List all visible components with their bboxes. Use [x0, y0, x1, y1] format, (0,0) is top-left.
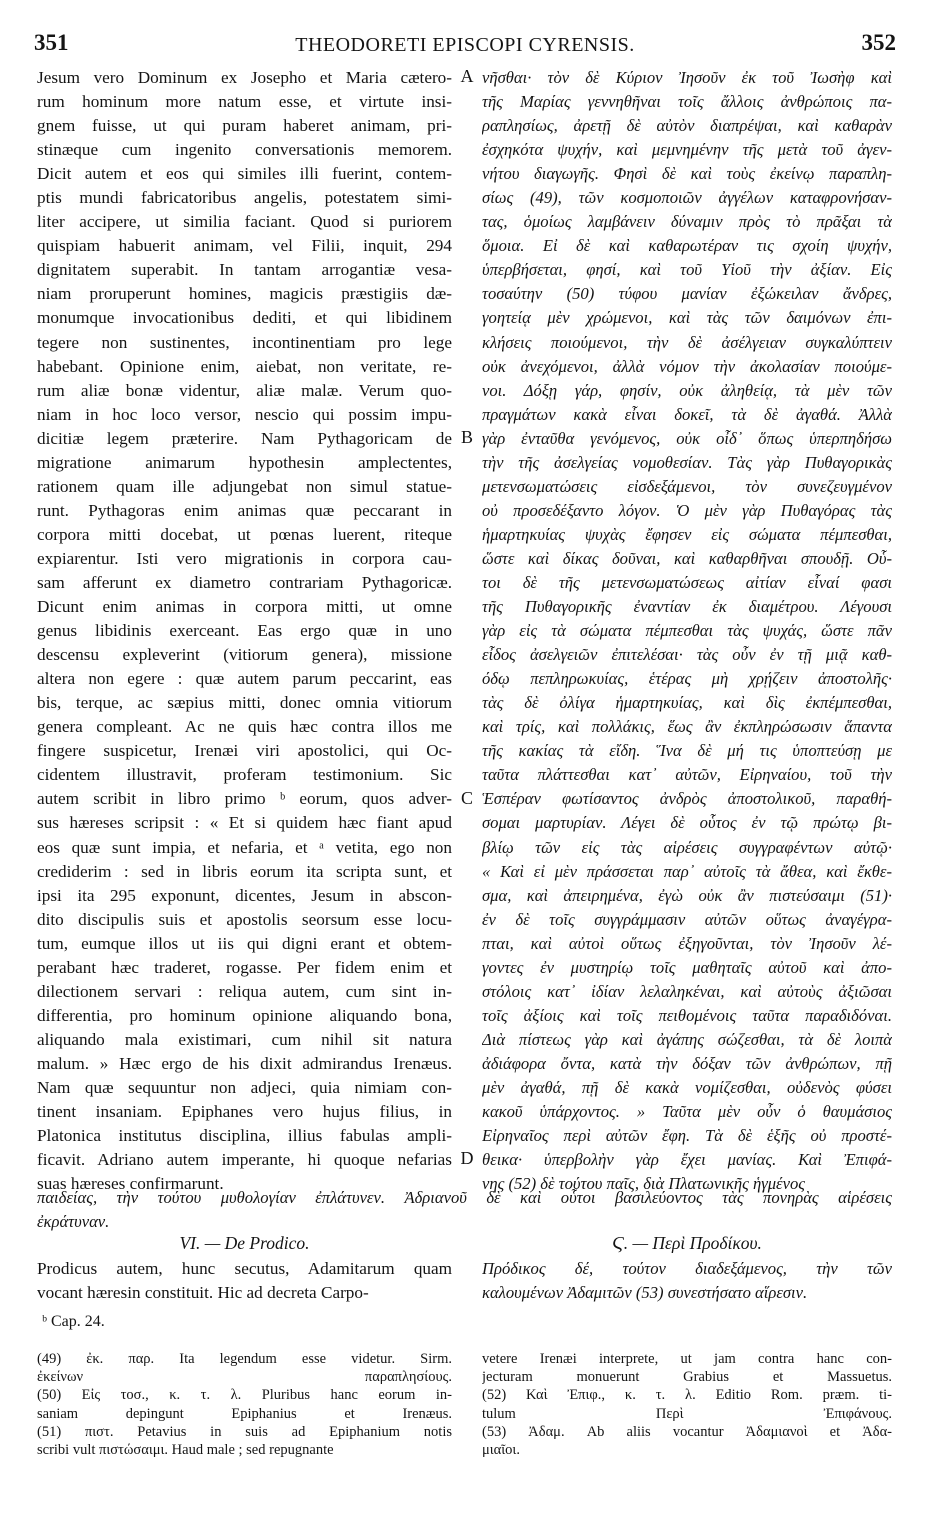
latin-text-line: rum hominum more natum esse, et virtute insi-	[37, 92, 452, 112]
latin-text-line: ipsi ita 295 exponunt, dicentes, Jesum in abscon-	[37, 885, 452, 905]
footnote-line: (52) Καὶ Ἐπιφ., κ. τ. λ. Editio Rom. præm. ti-	[482, 1387, 892, 1404]
greek-text-line: νῆσθαι· τὸν δὲ Κύριον Ἰησοῦν ἐκ τοῦ Ἰωσὴφ καὶ	[482, 68, 892, 87]
greek-text-line: θεικα· ὑπερβολὴν γὰρ ἔχει μανίας. Καὶ Ἐπιφά-	[482, 1150, 892, 1170]
greek-section-line: καλουμένων Ἀδαμιτῶν (53) συνεστήσατο αἵρεσιν.	[482, 1283, 808, 1303]
footnote-line: (49) ἐκ. παρ. Ita legendum esse videtur. Sirm.	[37, 1351, 452, 1367]
footnote-line: jecturam monuerunt Grabius et Massuetus.	[482, 1369, 892, 1386]
latin-text-line: expiarentur. Isti vero migrationis in corpora cau-	[37, 548, 452, 568]
greek-text-line: μὲν ἀγαθά, πῇ δὲ κακὰ νομίζεσθαι, οὐδενὸς φύσει	[482, 1077, 892, 1097]
latin-text-line: gnem fuisse, ut qui puram haberet animam, pri-	[37, 116, 452, 136]
greek-text-line: σομαι μαρτυρίαν. Λέγει δὲ οὗτος ἐν τῷ πρώτῳ βι-	[482, 813, 892, 833]
latin-text-line: sus hæreses scripsit : « Et si quidem hæc fiant apud	[37, 813, 452, 833]
latin-text-line: dicitiæ legem præterire. Nam Pythagoricam de	[37, 428, 452, 448]
latin-text-line: Platonica institutus disciplina, illius fabulas ampli-	[37, 1126, 452, 1146]
greek-text-line: ὑπερβήσεται, φησί, καὶ τοῦ Υἱοῦ τὴν ἀξίαν. Εἰς	[482, 260, 892, 280]
greek-text-line: ἀδιάφορα ὄντα, κατὰ τὴν δόξαν τῶν ἀνθρώπων, πῇ	[482, 1053, 892, 1073]
greek-text-line: γὰρ εἰς τὰ σώματα πέμπεσθαι τὰς ψυχάς, ὥστε πᾶν	[482, 621, 892, 641]
footnotes-right	[482, 1350, 892, 1459]
greek-spanning-line: παιδείας, τὴν τούτου μυθολογίαν ἐπλάτυνεν. Ἀδριανοῦ δὲ καὶ οὗτοι βασιλεύοντος τὰς πονηρὰς αἱρέσεις	[37, 1188, 892, 1207]
latin-text-line: rationem quam ille adjungebat non simul statue-	[37, 476, 452, 496]
running-title: THEODORETI EPISCOPI CYRENSIS.	[295, 34, 635, 56]
chapter-reference: ᵇ Cap. 24.	[42, 1313, 105, 1330]
footnote-line: μιαῖοι.	[482, 1441, 520, 1458]
latin-text-line: liter accipere, ut similia faciant. Quod si puriorem	[37, 212, 452, 232]
latin-text-line: differentia, pro hominum opinione aliquando bona,	[37, 1005, 452, 1025]
greek-text-line: Διὰ πίστεως γὰρ καὶ ἀγάπης σώζεσθαι, τὰ δὲ λοιπὰ	[482, 1029, 892, 1049]
greek-text-line: ταῦτα πλάττεσθαι κατ᾽ αὐτῶν, Εἰρηναίου, τοῦ τὴν	[482, 765, 892, 785]
latin-text-line: altera non egere : quæ autem parum peccarint, eas	[37, 669, 452, 689]
margin-mark: D	[460, 1148, 474, 1169]
footnote-line: (53) Ἀδαμ. Ab aliis vocantur Ἀδαμιανοὶ et Ἀδα-	[482, 1423, 892, 1440]
greek-text-line: οὐκ ἀνεχόμενοι, ἀλλὰ νόμον τὴν ἀκολασίαν ποιούμε-	[482, 356, 892, 376]
margin-mark: B	[460, 426, 473, 447]
latin-text-line: migratione animarum hypothesin amplectentes,	[37, 452, 452, 472]
greek-text-line: τῆς κακίας τὰ εἴδη. Ἵνα δὲ μή τις ὑποπτεύσῃ με	[482, 741, 892, 761]
latin-text-line: dilectionem servari : reliqua autem, cum sint in-	[37, 981, 452, 1001]
latin-text-line: fingere suspicetur, Irenæi viri apostolici, qui Oc-	[37, 741, 452, 761]
greek-text-line: τὰς δὲ ὀλίγα ἡμαρτηκυίας, καὶ δὶς ἐκπέμπεσθαι,	[482, 693, 892, 713]
greek-text-line: τῆς Μαρίας γεννηθῆναι τοῖς ἄλλοις ἀνθρώποις πα-	[482, 92, 892, 112]
footnote-line: scribi vult πιστώσαιμι. Haud male ; sed repugnante	[37, 1441, 334, 1458]
greek-text-line: τῆς Πυθαγορικῆς ἐναντίαν ἐκ διαμέτρου. Λέγουσι	[482, 597, 892, 617]
greek-text-line: τοῖς ἀξίοις καὶ τοῖς πειθομένοις ταῦτα παραδιδόναι.	[482, 1005, 892, 1025]
greek-column	[482, 66, 892, 1196]
margin-mark: A	[460, 66, 474, 86]
latin-text-line: sam afferunt ex diametro contrariam Pythagoricæ.	[37, 572, 452, 592]
left-page-number: 351	[34, 30, 69, 55]
running-header	[34, 30, 896, 60]
latin-text-line: genera compleant. Ac ne quis hæc contra illos me	[37, 717, 452, 737]
greek-text-line: « Καὶ εἰ μὲν πράσσεται παρ᾽ αὐτοῖς τὰ ἄθεα, καὶ ἔκθε-	[482, 861, 892, 881]
greek-text-line: στόλοις κατ᾽ ἰδίαν λελαληκέναι, καὶ αὐτοὺς ἀξιῶσαι	[482, 981, 892, 1001]
latin-text-line: suas hæreses confirmarunt.	[37, 1174, 224, 1194]
greek-text-line: ὥστε καὶ δίκας δοῦναι, καὶ καθαρθῆναι σπουδῇ. Οὗ-	[482, 548, 892, 568]
latin-text-line: autem scribit in libro primo ᵇ eorum, quos adver-	[37, 789, 452, 809]
latin-text-line: Dicunt enim animas in corpora mitti, ut omne	[37, 597, 452, 617]
latin-text-line: aliquando mala existimari, cum nihil sit natura	[37, 1029, 452, 1049]
footnotes-left	[37, 1350, 452, 1459]
latin-text-line: descensu expleverint (vitiorum genera), missione	[37, 645, 452, 665]
footnote-line: ἐκείνων παραπλησίους.	[37, 1369, 452, 1386]
latin-column	[37, 66, 452, 1196]
latin-text-line: tinent insaniam. Epiphanes vero hujus filius, in	[37, 1102, 452, 1122]
greek-text-line: καὶ τρίς, καὶ πολλάκις, ἕως ἂν ἐκπληρώσωσιν ἅπαντα	[482, 717, 892, 737]
latin-text-line: rum aliæ bonæ videntur, aliæ malæ. Verum quo-	[37, 380, 452, 400]
latin-section-title: VI. — De Prodico.	[179, 1233, 310, 1253]
footnote-line: saniam depingunt Epiphanius et Irenæus.	[37, 1405, 452, 1422]
latin-text-line: corpora mitti docebat, ut pœnas luerent, riteque	[37, 524, 452, 544]
greek-text-line: οὐ προσεδέξαντο λόγον. Ὁ μὲν γὰρ Πυθαγόρας τὰς	[482, 500, 892, 520]
greek-text-line: τὴν τῆς ἀσελγείας νομοθεσίαν. Τὰς γὰρ Πυθαγορικὰς	[482, 452, 892, 472]
margin-marks	[455, 66, 479, 1186]
latin-text-line: malum. » Hæc ergo de his dixit admirandus Irenæus.	[37, 1053, 452, 1073]
greek-text-line: ραπλησίως, ἀρετῇ δὲ αὐτὸν διαπρέψαι, καὶ καθαρὰν	[482, 116, 892, 136]
greek-text-line: τοσαύτην (50) τύφου μανίαν ἐξώκειλαν ἄνδρες,	[482, 284, 892, 304]
latin-text-line: cidentem illustravit, proferam testimonium. Sic	[37, 765, 452, 785]
latin-text-line: dito discipulis suis et apostolis seorsum esse locu-	[37, 909, 452, 929]
greek-text-line: εἶδος ἀσελγειῶν ἐπιτελέσαι· τὰς οὖν ἐν τῇ μιᾷ καθ-	[482, 645, 892, 665]
greek-text-line: νοι. Δόξῃ γάρ, φησίν, οὐκ ἀληθείᾳ, τὰ μὲν τῶν	[482, 380, 892, 400]
footnote-line: vetere Irenæi interprete, ut jam contra hanc con-	[482, 1351, 892, 1367]
latin-text-line: tum, eumque illos ut iis qui digni erant et obtem-	[37, 933, 452, 953]
greek-text-line: πται, καὶ αὐτοὶ οὕτως ἐξηγοῦνται, τὸν Ἰησοῦν λέ-	[482, 933, 892, 953]
greek-text-line: Ἑσπέραν φωτίσαντος ἀνδρὸς ἀποστολικοῦ, παραθή-	[482, 789, 892, 809]
latin-text-line: quispiam habuerit animam, vel Filii, inquit, 294	[37, 236, 452, 256]
margin-mark: C	[460, 787, 473, 808]
greek-text-line: όδῳ πεπληρωκυίας, ἑτέρας μὴ χρῄζειν ἀποστολῆς·	[482, 669, 892, 689]
latin-text-line: dignitatem superabit. In tantam arrogantiæ vesa-	[37, 260, 452, 280]
latin-text-line: Jesum vero Dominum ex Josepho et Maria cætero-	[37, 68, 452, 87]
latin-text-line: monumque invocationibus dediti, et qui libidinem	[37, 308, 452, 328]
greek-section-prodicus	[482, 1231, 892, 1305]
latin-text-line: runt. Pythagoras enim animas quæ peccarant in	[37, 500, 452, 520]
greek-text-line: γὰρ ἐνταῦθα γενόμενος, οὐκ οἶδ᾽ ὅπως ὑπερπηδήσω	[482, 428, 892, 448]
footnote-line: tulum Περὶ Ἐπιφάνους.	[482, 1405, 892, 1422]
latin-text-line: habebant. Opinione enim, aiebat, non veritate, re-	[37, 356, 452, 376]
greek-text-line: σίως (49), τῶν κοσμοποιῶν ἀγγέλων καταφρονήσαν-	[482, 188, 892, 208]
greek-text-line: ἐν δὲ τοῖς συγγράμμασιν αὐτῶν οὕτως ἀναγέγρα-	[482, 909, 892, 929]
latin-text-line: Nam quæ sequuntur non adjeci, quia nimiam con-	[37, 1077, 452, 1097]
latin-text-line: perabant hæc traderet, rogasse. Per fidem enim et	[37, 957, 452, 977]
latin-section-line: Prodicus autem, hunc secutus, Adamitarum quam	[37, 1259, 452, 1278]
latin-text-line: niam proruperunt homines, magicis præstigiis dæ-	[37, 284, 452, 304]
greek-text-line: νήτου διαγωγῆς. Φησὶ δὲ καὶ τοὺς ἐκείνῳ παραπλη-	[482, 164, 892, 184]
greek-text-line: βλίῳ τῶν εἰς τὰς αἱρέσεις συγγραφέντων αὐτῷ·	[482, 837, 892, 857]
greek-spanning-lines	[37, 1186, 892, 1234]
greek-text-line: ἐσχηκότα ψυχήν, καὶ μεμνημένην τῆς μετὰ τοῦ ἀγεν-	[482, 140, 892, 160]
greek-text-line: μετενσωματώσεις εἰσδεξάμενοι, τὸν συνεζευγμένον	[482, 476, 892, 496]
latin-text-line: Dicit autem et eos qui similes illi fuerint, contem-	[37, 164, 452, 184]
latin-text-line: bis, terque, ac sæpius mitti, donec omnia vitiorum	[37, 693, 452, 713]
greek-text-line: τοι δὲ τῆς μετενσωματώσεως αἰτίαν εἶναί φασι	[482, 572, 892, 592]
greek-text-line: ἡμαρτηκυίας ψυχὰς ἔφησεν εἰς σώματα πέμπεσθαι,	[482, 524, 892, 544]
latin-text-line: stinæque cum ingenito conversationis memorem.	[37, 140, 452, 160]
footnote-line: (50) Εἰς τοσ., κ. τ. λ. Pluribus hanc eorum in-	[37, 1387, 452, 1404]
footnote-line: (51) πιστ. Petavius in suis ad Epiphanium notis	[37, 1423, 452, 1440]
latin-text-line: niam in hoc loco versor, nescio qui possim impu-	[37, 404, 452, 424]
greek-text-line: πραγμάτων κακὰ εἶναι δοκεῖ, τὰ δὲ ἀγαθά. Ἀλλὰ	[482, 404, 892, 424]
greek-spanning-line: ἐκράτυναν.	[37, 1212, 110, 1232]
latin-text-line: ptis mundi fabricatoribus angelis, potestatem simi-	[37, 188, 452, 208]
greek-text-line: γοητείᾳ μὲν χρώμενοι, καὶ τὰς τῶν δαιμόνων ἐπι-	[482, 308, 892, 328]
latin-text-line: ficavit. Adriano autem imperante, hi quoque nefarias	[37, 1150, 452, 1170]
greek-text-line: ὅμοια. Εἰ δὲ καὶ καθαρωτέραν τις σχοίη ψυχήν,	[482, 236, 892, 256]
latin-section-prodicus	[37, 1231, 452, 1305]
greek-text-line: Εἰρηναῖος περὶ αὐτῶν ἔφη. Τὰ δὲ ἑξῆς οὐ προστέ-	[482, 1126, 892, 1146]
greek-text-line: κακοῦ ὑπάρχοντος. » Ταῦτα μὲν οὖν ὁ θαυμάσιος	[482, 1102, 892, 1122]
greek-text-line: νης (52) δὲ τούτου παῖς, διὰ Πλατωνικῆς ἡγμένος	[482, 1174, 805, 1194]
latin-section-line: vocant hæresin constituit. Hic ad decreta Carpo-	[37, 1283, 369, 1303]
greek-section-title: Ϛ. — Περὶ Προδίκου.	[612, 1233, 762, 1253]
latin-text-line: tegere non sustinentes, incontinentiam pro lege	[37, 332, 452, 352]
greek-text-line: κλήσεις ποιούμενοι, τὴν δὲ ἀσέλγειαν συγκαλύπτειν	[482, 332, 892, 352]
greek-text-line: σμα, καὶ ἀπειρημένα, ἐγὼ οὐκ ἂν πιστεύσαιμι (51)·	[482, 885, 892, 905]
greek-section-line: Πρόδικος δέ, τούτον διαδεξάμενος, τὴν τῶν	[482, 1259, 892, 1278]
latin-text-line: eos quæ sunt impia, et nefaria, et ᵃ vetita, ego non	[37, 837, 452, 857]
right-page-number: 352	[861, 30, 896, 55]
latin-text-line: genus libidinis exerceant. Eas ergo quæ in uno	[37, 621, 452, 641]
greek-text-line: τας, ὁμοίως λαμβάνειν δύναμιν πρὸς τὸ πρᾶξαι τὰ	[482, 212, 892, 232]
latin-text-line: crediderim : sed in libris eorum ita scripta sunt, et	[37, 861, 452, 881]
greek-text-line: γοντες ἐν μυστηρίῳ τοῖς μαθηταῖς αὐτοῦ καὶ ἀπο-	[482, 957, 892, 977]
